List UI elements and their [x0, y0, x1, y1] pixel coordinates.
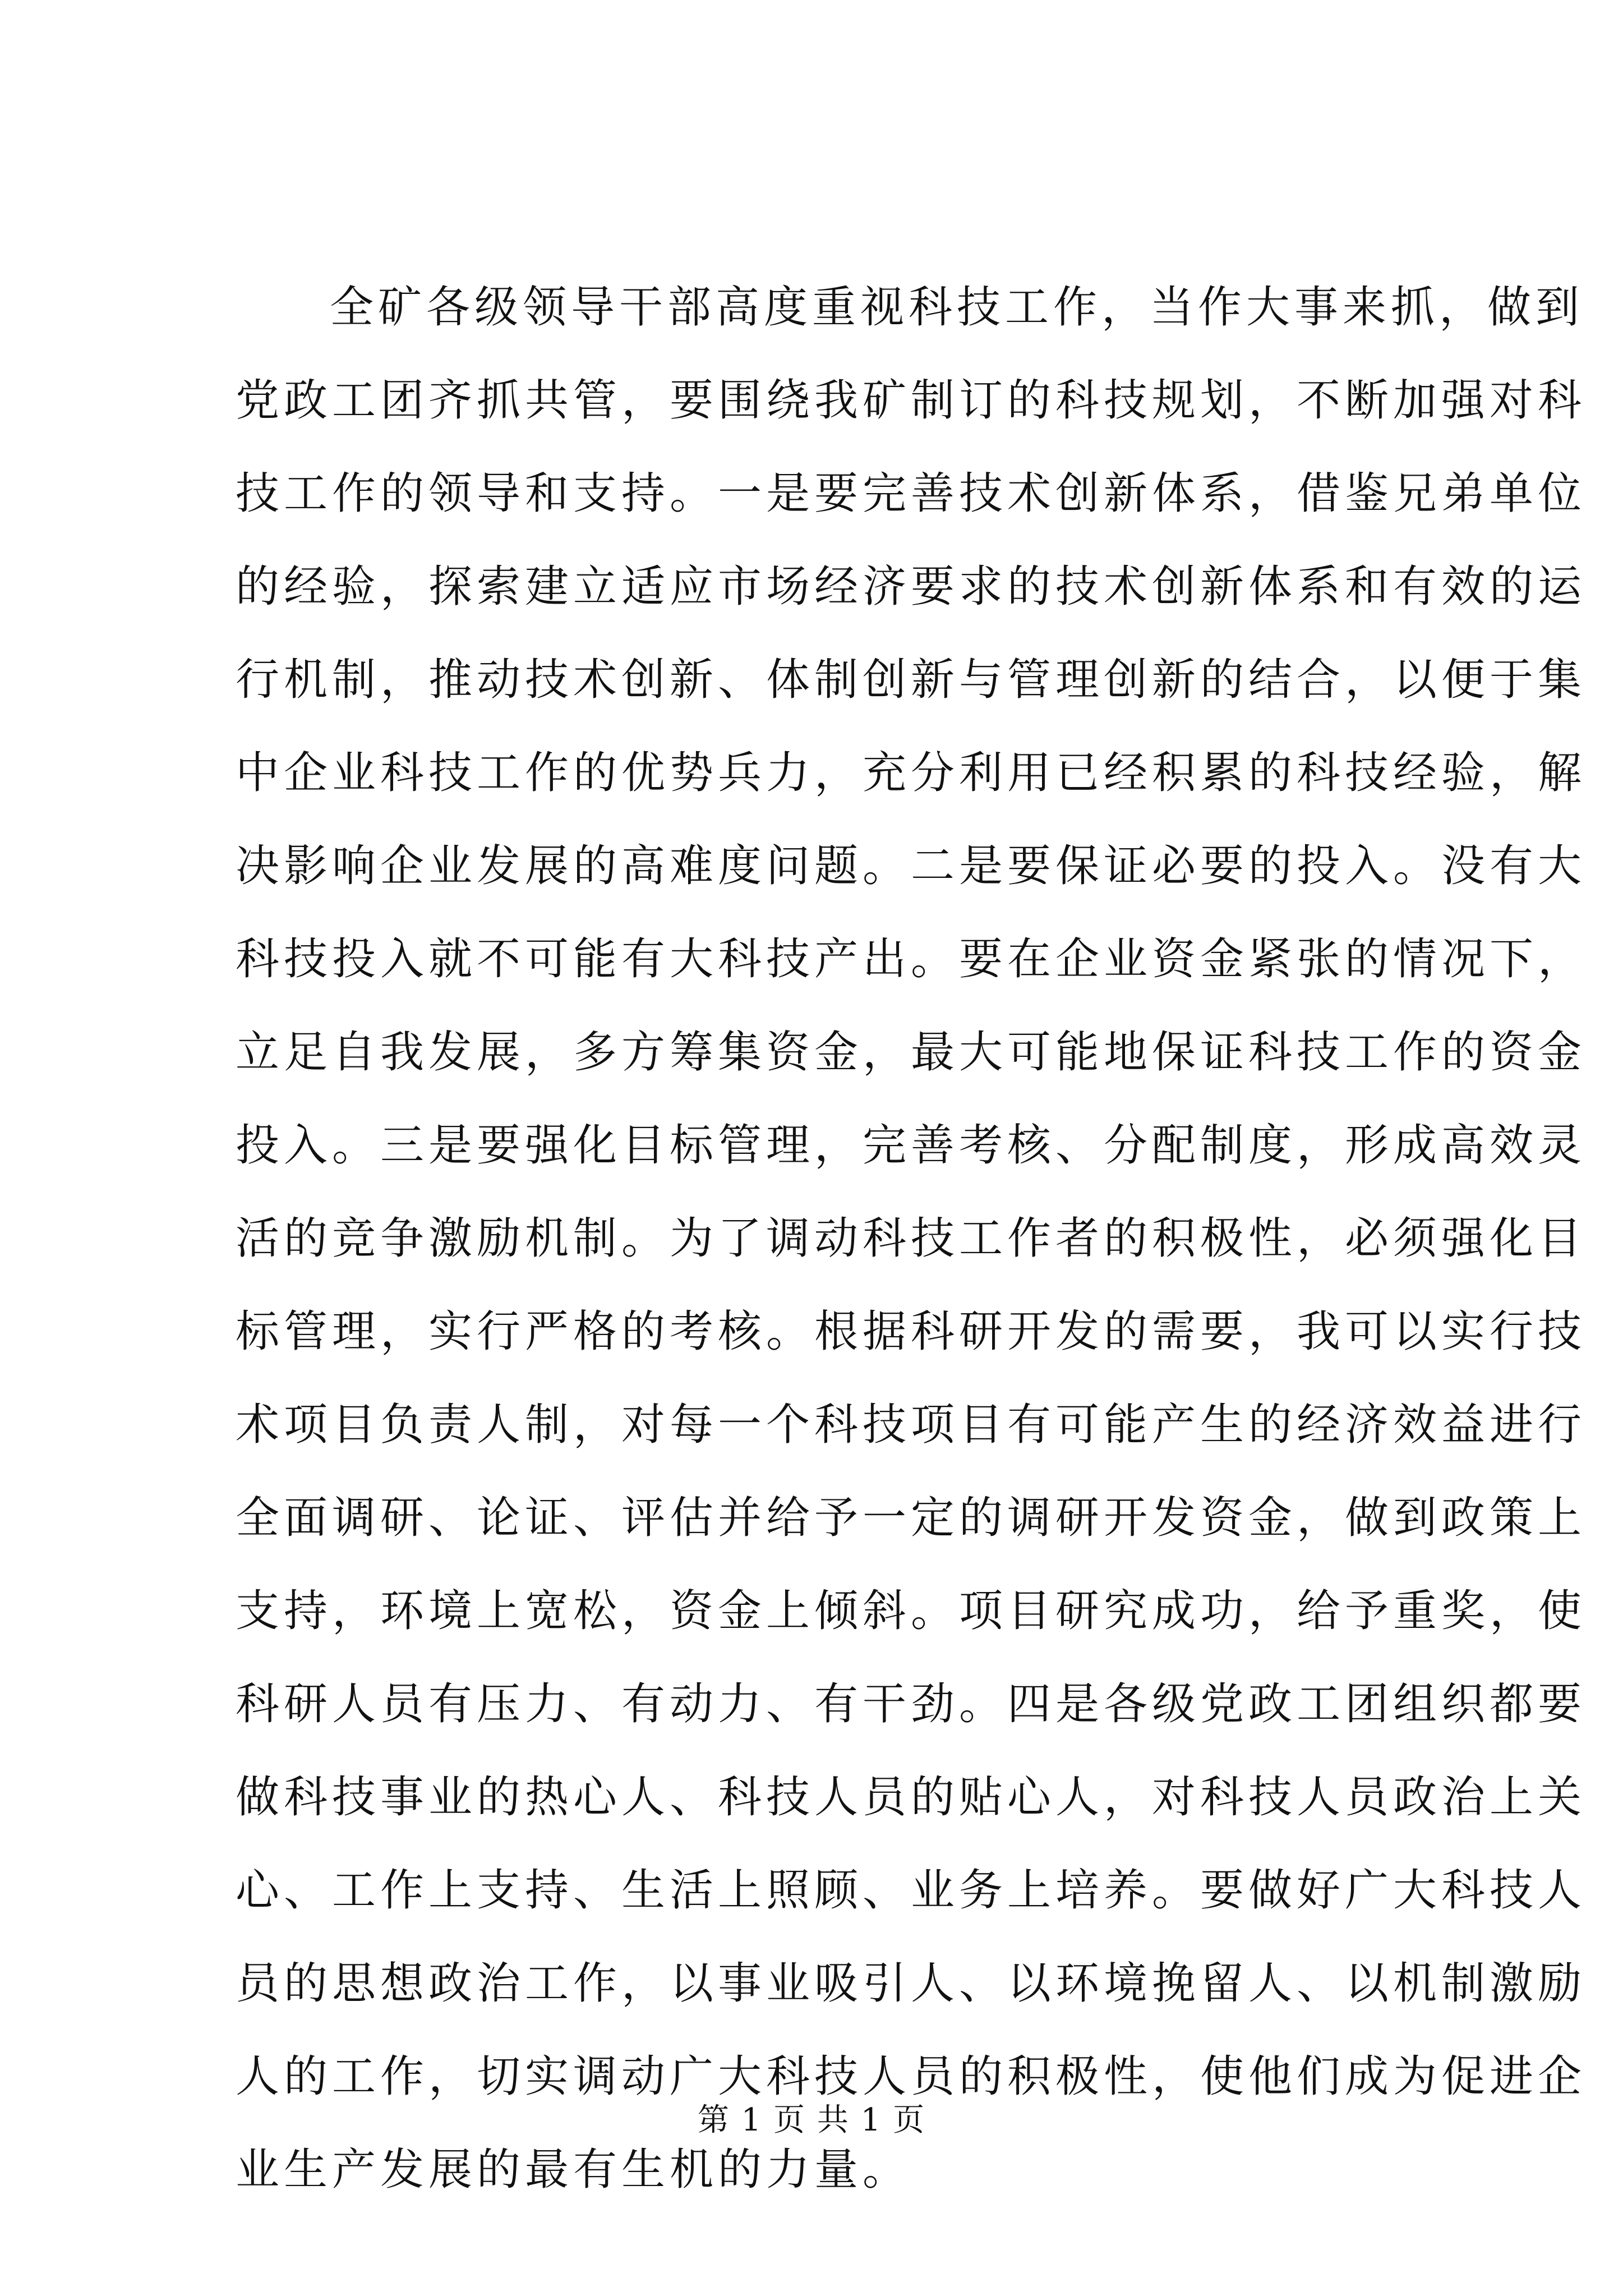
paragraph-line: 标管理，实行严格的考核。根据科研开发的需要，我可以实行技 — [236, 1306, 1587, 1357]
paragraph-line: 党政工团齐抓共管，要围绕我矿制订的科技规划，不断加强对科 — [236, 375, 1587, 426]
paragraph-line: 术项目负责人制，对每一个科技项目有可能产生的经济效益进行 — [236, 1400, 1587, 1450]
paragraph-line: 心、工作上支持、生活上照顾、业务上培养。要做好广大科技人 — [236, 1865, 1587, 1916]
paragraph-line: 的经验，探索建立适应市场经济要求的技术创新体系和有效的运 — [236, 562, 1587, 612]
paragraph-line: 中企业科技工作的优势兵力，充分利用已经积累的科技经验，解 — [236, 748, 1587, 798]
page-number-footer: 第 1 页 共 1 页 — [697, 2102, 926, 2138]
paragraph-line: 业生产发展的最有生机的力量。 — [236, 2145, 911, 2195]
paragraph-line: 行机制，推动技术创新、体制创新与管理创新的结合，以便于集 — [236, 655, 1587, 705]
paragraph-line: 做科技事业的热心人、科技人员的贴心人，对科技人员政治上关 — [236, 1772, 1587, 1823]
body-paragraph — [236, 261, 1587, 2216]
paragraph-line: 全面调研、论证、评估并给予一定的调研开发资金，做到政策上 — [236, 1493, 1587, 1543]
paragraph-line: 投入。三是要强化目标管理，完善考核、分配制度，形成高效灵 — [236, 1120, 1587, 1171]
paragraph-line: 决影响企业发展的高难度问题。二是要保证必要的投入。没有大 — [236, 841, 1587, 891]
paragraph-line: 立足自我发展，多方筹集资金，最大可能地保证科技工作的资金 — [236, 1027, 1587, 1078]
paragraph-line: 技工作的领导和支持。一是要完善技术创新体系，借鉴兄弟单位 — [236, 468, 1587, 519]
paragraph-line: 全矿各级领导干部高度重视科技工作，当作大事来抓，做到 — [330, 282, 1584, 333]
paragraph-line: 科研人员有压力、有动力、有干劲。四是各级党政工团组织都要 — [236, 1679, 1587, 1729]
paragraph-line: 人的工作，切实调动广大科技人员的积极性，使他们成为促进企 — [236, 2051, 1587, 2102]
paragraph-line: 科技投入就不可能有大科技产出。要在企业资金紧张的情况下， — [236, 934, 1587, 984]
paragraph-line: 活的竞争激励机制。为了调动科技工作者的积极性，必须强化目 — [236, 1213, 1587, 1264]
paragraph-line: 员的思想政治工作，以事业吸引人、以环境挽留人、以机制激励 — [236, 1958, 1587, 2009]
paragraph-line: 支持，环境上宽松，资金上倾斜。项目研究成功，给予重奖，使 — [236, 1586, 1587, 1636]
